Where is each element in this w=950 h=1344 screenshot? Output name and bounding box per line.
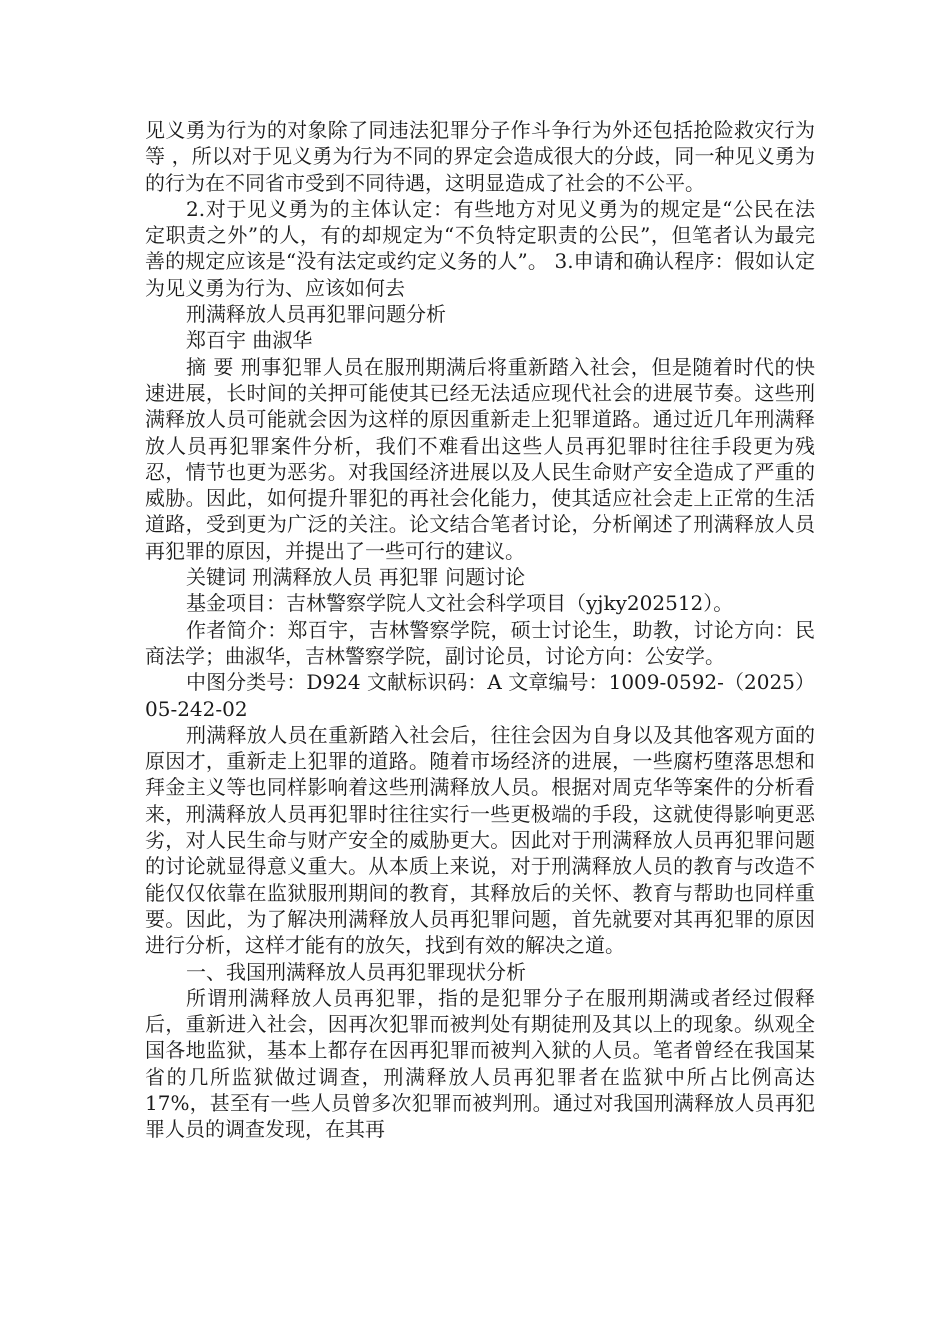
- fund-line: 基金项目：吉林警察学院人文社会科学项目（yjky202512）。: [186, 591, 734, 616]
- intro-paragraph: 刑满释放人员在重新踏入社会后，往往会因为自身以及其他客观方面的原因才，重新走上犯罪的道路。随着市场经济的进展，一些腐朽堕落思想和拜金主义等也同样影响着这些刑满释放人员。根据对周克华等案件的分析看来，刑满释放人员再犯罪时往往实行一些更极端的手段，这就使得影响更恶劣，对人民生命与财产安全的威胁更大。因此对于刑满释放人员再犯罪问题的讨论就显得意义重大。从本质上来说，对于刑满释放人员的教育与改造不能仅仅依靠在监狱服刑期间的教育，其释放后的关怀、教育与帮助也同样重要。因此，为了解决刑满释放人员再犯罪问题，首先就要对其再犯罪的原因进行分析，这样才能有的放矢，找到有效的解决之道。: [145, 722, 815, 958]
- section-paragraph: 所谓刑满释放人员再犯罪，指的是犯罪分子在服刑期满或者经过假释后，重新进入社会，因再次犯罪而被判处有期徒刑及其以上的现象。纵观全国各地监狱，基本上都存在因再犯罪而被判入狱的人员。笔者曾经在我国某省的几所监狱做过调查，刑满释放人员再犯罪者在监狱中所占比例高达17%，甚至有一些人员曾多次犯罪而被判刑。通过对我国刑满释放人员再犯罪人员的调查发现，在其再: [145, 985, 815, 1142]
- section-heading: 一、我国刑满释放人员再犯罪现状分析: [186, 959, 526, 984]
- classification-line: 中图分类号：D924 文献标识码：A 文章编号：1009-0592-（2025）05-242-02: [145, 670, 815, 721]
- document-page: [145, 117, 815, 1143]
- abstract-paragraph: 摘 要 刑事犯罪人员在服刑期满后将重新踏入社会，但是随着时代的快速进展，长时间的关押可能使其已经无法适应现代社会的进展节奏。这些刑满释放人员可能就会因为这样的原因重新走上犯罪道路。通过近几年刑满释放人员再犯罪案件分析，我们不难看出这些人员再犯罪时往往手段更为残忍，情节也更为恶劣。对我国经济进展以及人民生命财产安全造成了严重的威胁。因此，如何提升罪犯的再社会化能力，使其适应社会走上正常的生活道路，受到更为广泛的关注。论文结合笔者讨论，分析阐述了刑满释放人员再犯罪的原因，并提出了一些可行的建议。: [145, 354, 815, 563]
- article-authors: 郑百宇 曲淑华: [186, 328, 313, 353]
- author-intro: 作者简介：郑百宇，吉林警察学院，硕士讨论生，助教，讨论方向：民商法学；曲淑华，吉林警察学院，副讨论员，讨论方向：公安学。: [145, 617, 815, 668]
- paragraph-continued: 见义勇为行为的对象除了同违法犯罪分子作斗争行为外还包括抢险救灾行为等 ，所以对于见义勇为行为不同的界定会造成很大的分歧，同一种见义勇为的行为在不同省市受到不同待遇，这明显造成了社会的不公平。: [145, 118, 815, 195]
- keywords-line: 关键词 刑满释放人员 再犯罪 问题讨论: [186, 565, 526, 590]
- article-title: 刑满释放人员再犯罪问题分析: [186, 302, 446, 327]
- paragraph-subject-recognition: 2.对于见义勇为的主体认定：有些地方对见义勇为的规定是“公民在法定职责之外”的人，有的却规定为“不负特定职责的公民”，但笔者认为最完善的规定应该是“没有法定或约定义务的人”。 3.申请和确认程序：假如认定为见义勇为行为、应该如何去: [145, 196, 815, 300]
